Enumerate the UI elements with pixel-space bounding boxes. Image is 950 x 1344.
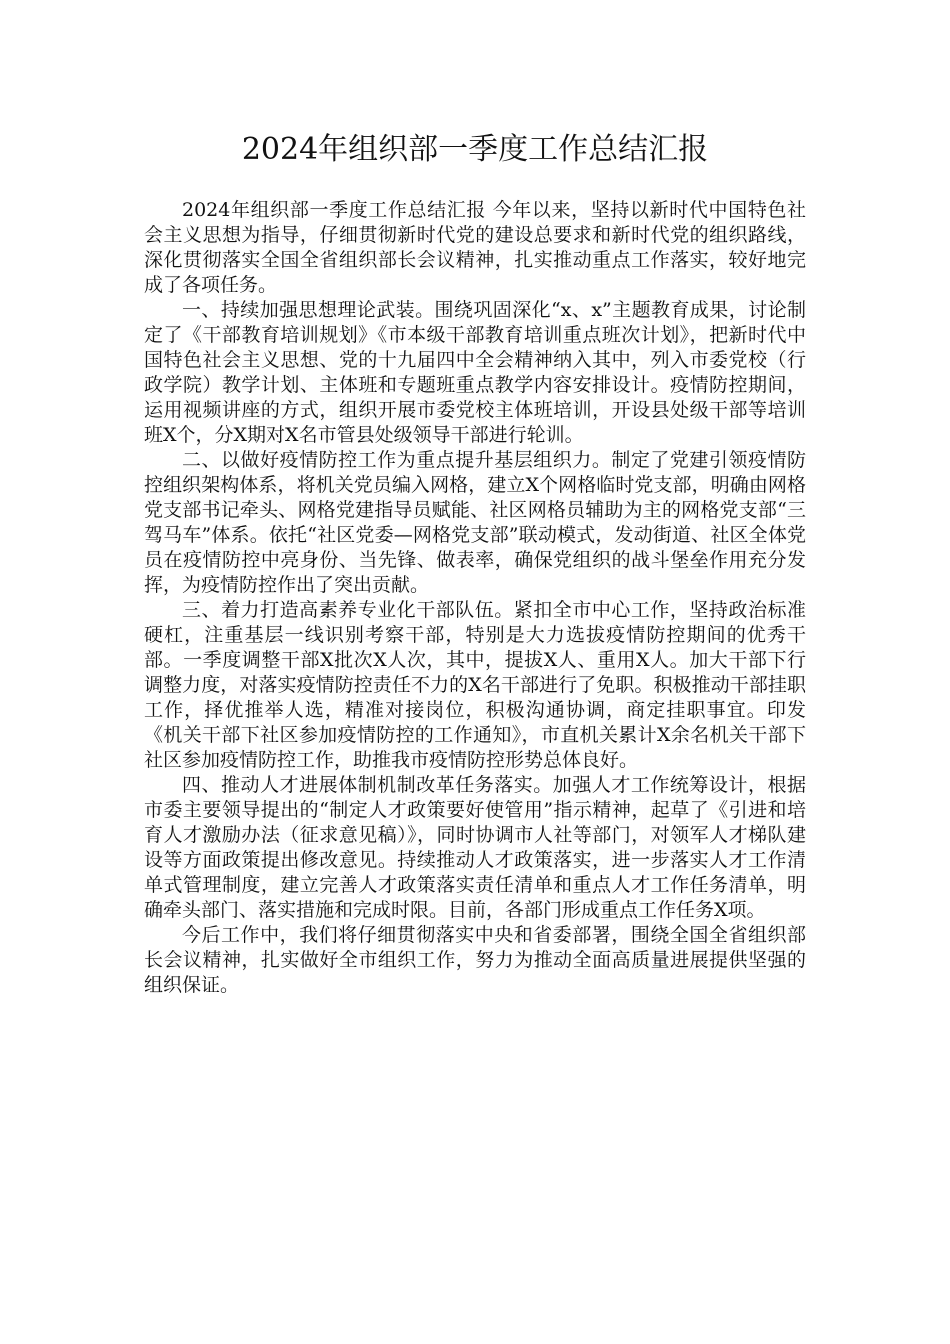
document-body: [144, 198, 806, 998]
paragraph-section-1: 一、持续加强思想理论武装。围绕巩固深化“x、x”主题教育成果，讨论制定了《干部教育培训规划》《市本级干部教育培训重点班次计划》，把新时代中国特色社会主义思想、党的十九届四中全会精神纳入其中，列入市委党校（行政学院）教学计划、主体班和专题班重点教学内容安排设计。疫情防控期间，运用视频讲座的方式，组织开展市委党校主体班培训，开设县处级干部等培训班X个，分X期对X名市管县处级领导干部进行轮训。: [144, 299, 806, 446]
paragraph-section-2: 二、以做好疫情防控工作为重点提升基层组织力。制定了党建引领疫情防控组织架构体系，将机关党员编入网格，建立X个网格临时党支部，明确由网格党支部书记牵头、网格党建指导员赋能、社区网格员辅助为主的网格党支部“三驾马车”体系。依托“社区党委—网格党支部”联动模式，发动街道、社区全体党员在疫情防控中亮身份、当先锋、做表率，确保党组织的战斗堡垒作用充分发挥，为疫情防控作出了突出贡献。: [144, 449, 806, 596]
document-page: [144, 0, 806, 1344]
paragraph-conclusion: 今后工作中，我们将仔细贯彻落实中央和省委部署，围绕全国全省组织部长会议精神，扎实做好全市组织工作，努力为推动全面高质量进展提供坚强的组织保证。: [144, 924, 806, 996]
paragraph-intro: 2024年组织部一季度工作总结汇报 今年以来，坚持以新时代中国特色社会主义思想为指导，仔细贯彻新时代党的建设总要求和新时代党的组织路线，深化贯彻落实全国全省组织部长会议精神，扎实推动重点工作落实，较好地完成了各项任务。: [144, 199, 806, 296]
paragraph-section-4: 四、推动人才进展体制机制改革任务落实。加强人才工作统筹设计，根据市委主要领导提出的“制定人才政策要好使管用”指示精神，起草了《引进和培育人才激励办法（征求意见稿）》，同时协调市人社等部门，对领军人才梯队建设等方面政策提出修改意见。持续推动人才政策落实，进一步落实人才工作清单式管理制度，建立完善人才政策落实责任清单和重点人才工作任务清单，明确牵头部门、落实措施和完成时限。目前，各部门形成重点工作任务X项。: [144, 774, 806, 921]
document-title: 2024年组织部一季度工作总结汇报: [241, 132, 709, 167]
paragraph-section-3: 三、着力打造高素养专业化干部队伍。紧扣全市中心工作，坚持政治标准硬杠，注重基层一线识别考察干部，特别是大力选拔疫情防控期间的优秀干部。一季度调整干部X批次X人次，其中，提拔X人、重用X人。加大干部下行调整力度，对落实疫情防控责任不力的X名干部进行了免职。积极推动干部挂职工作，择优推举人选，精准对接岗位，积极沟通协调，商定挂职事宜。印发《机关干部下社区参加疫情防控的工作通知》，市直机关累计X余名机关干部下社区参加疫情防控工作，助推我市疫情防控形势总体良好。: [144, 599, 806, 771]
